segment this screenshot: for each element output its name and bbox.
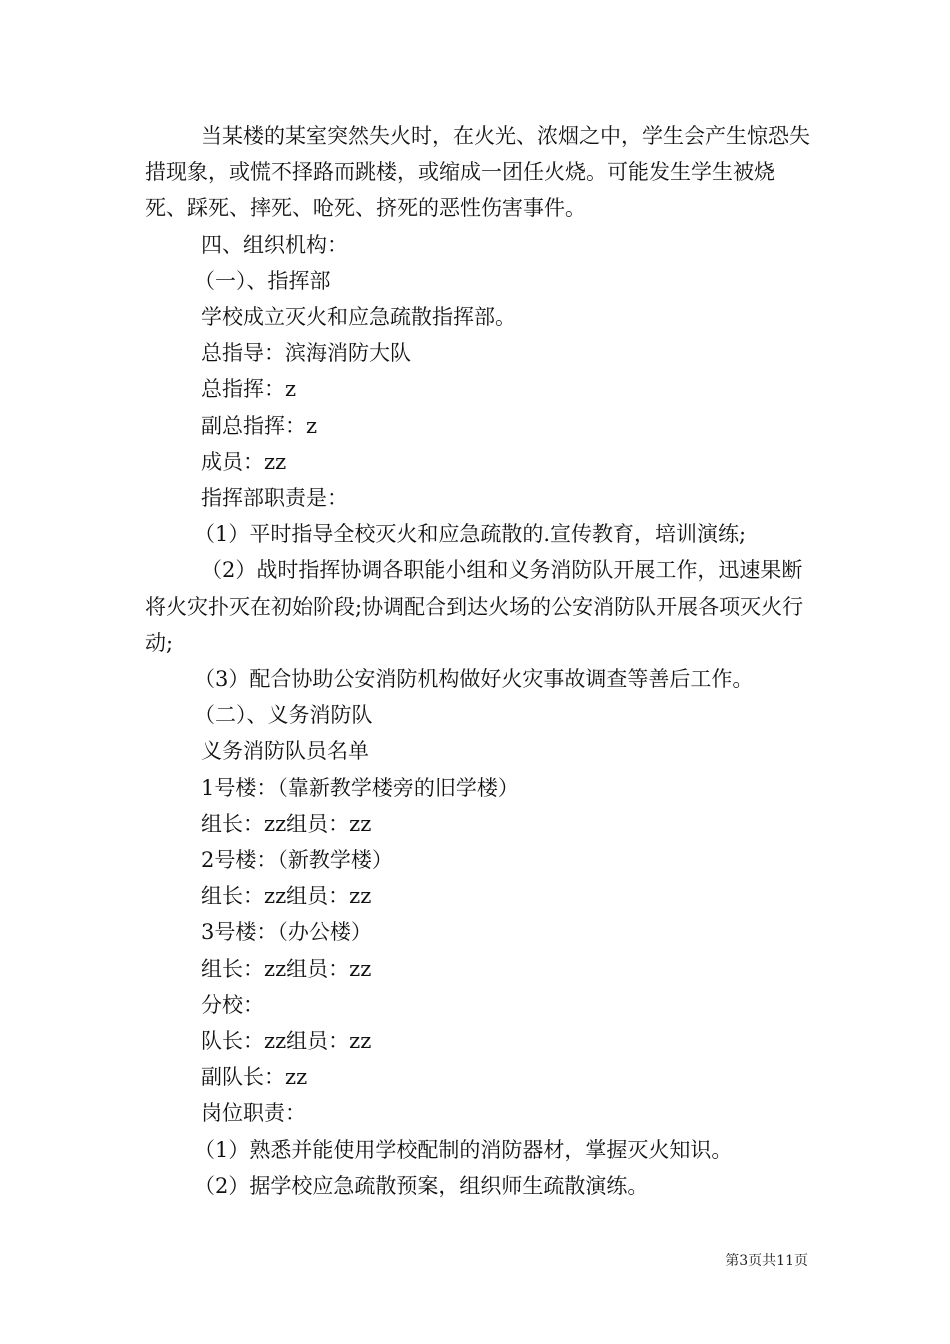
paragraph-fire-scenario: 当某楼的某室突然失火时，在火光、浓烟之中，学生会产生惊恐失措现象，或慌不择路而跳楼，或缩成一团任火烧。可能发生学生被烧死、踩死、摔死、呛死、挤死的恶性伤害事件。 xyxy=(145,124,810,221)
line-building-3-leaders: 组长：zz组员：zz xyxy=(201,956,372,981)
line-commander: 总指挥：z xyxy=(201,377,297,402)
heading-post-duties: 岗位职责： xyxy=(201,1101,306,1126)
heading-command-duties: 指挥部职责是： xyxy=(201,486,348,511)
line-deputy-commander: 副总指挥：z xyxy=(201,413,318,438)
line-members: 成员：zz xyxy=(201,449,287,474)
post-duty-item-2: （2）据学校应急疏散预案，组织师生疏散演练。 xyxy=(194,1173,649,1198)
duty-item-1: （1）平时指导全校灭火和应急疏散的.宣传教育，培训演练; xyxy=(194,522,747,547)
post-duty-item-1: （1）熟悉并能使用学校配制的消防器材，掌握灭火知识。 xyxy=(194,1137,733,1162)
line-chief-guide: 总指导：滨海消防大队 xyxy=(201,341,411,366)
line-branch-school: 分校： xyxy=(201,992,264,1017)
subheading-volunteer-fire-team: （二）、义务消防队 xyxy=(194,703,373,728)
line-branch-leaders: 队长：zz组员：zz xyxy=(201,1029,372,1054)
line-building-2: 2号楼：（新教学楼） xyxy=(201,848,393,873)
duty-item-2: （2）战时指挥协调各职能小组和义务消防队开展工作，迅速果断将火灾扑灭在初始阶段;协调配合到达火场的公安消防队开展各项灭火行动; xyxy=(145,558,804,655)
line-branch-deputy: 副队长：zz xyxy=(201,1065,308,1090)
line-building-1-leaders: 组长：zz组员：zz xyxy=(201,811,372,836)
document-body xyxy=(145,118,810,1204)
page-number-footer: 第3页共11页 xyxy=(725,1253,808,1269)
line-building-2-leaders: 组长：zz组员：zz xyxy=(201,884,372,909)
subheading-command: （一）、指挥部 xyxy=(194,268,331,293)
paragraph-command-established: 学校成立灭火和应急疏散指挥部。 xyxy=(201,305,516,330)
line-team-roster: 义务消防队员名单 xyxy=(201,739,369,764)
line-building-1: 1号楼：（靠新教学楼旁的旧学楼） xyxy=(201,775,519,800)
heading-organization: 四、组织机构： xyxy=(201,232,348,257)
duty-item-3: （3）配合协助公安消防机构做好火灾事故调查等善后工作。 xyxy=(194,667,754,692)
line-building-3: 3号楼：（办公楼） xyxy=(201,920,372,945)
